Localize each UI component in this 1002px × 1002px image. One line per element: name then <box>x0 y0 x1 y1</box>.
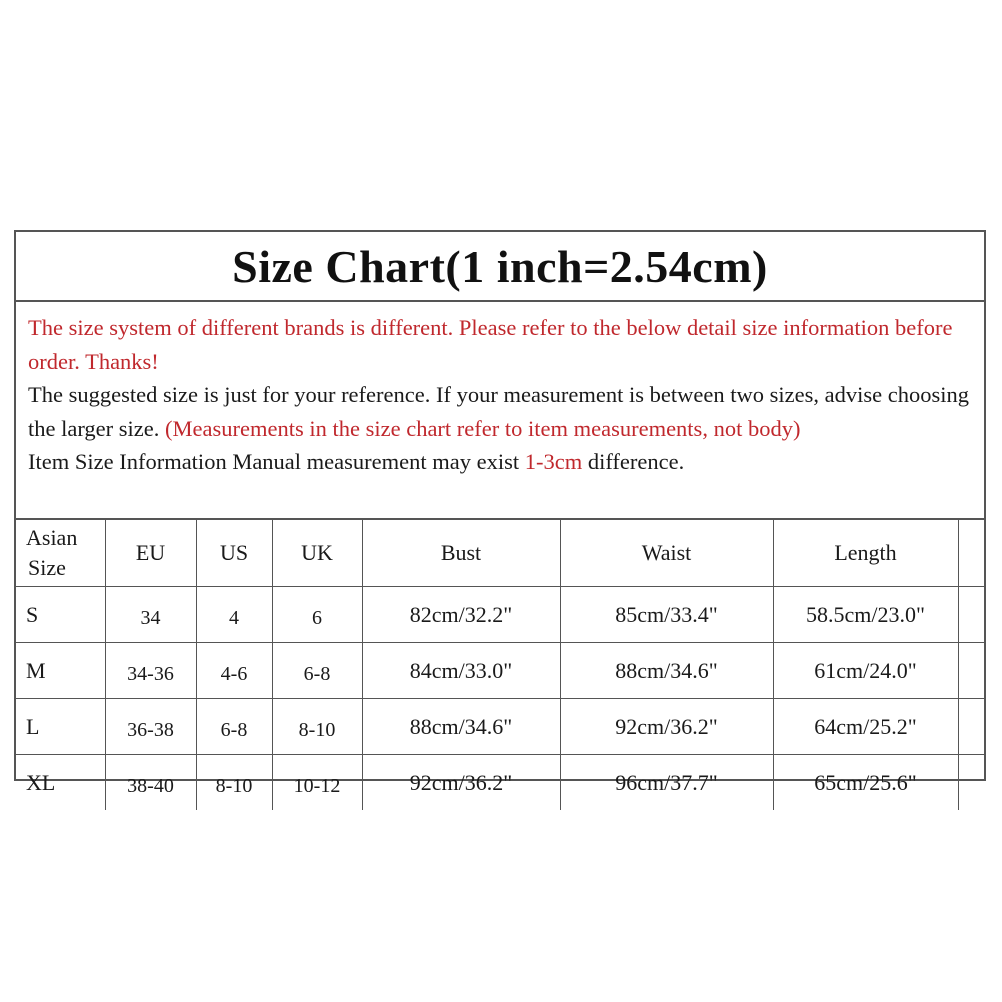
cell-eu: 34-36 <box>105 643 196 699</box>
note-brand-sizes-text: The size system of different brands is different. Please refer to the below detail size information before order. Thanks! <box>28 315 953 374</box>
cell-us: 4-6 <box>196 643 272 699</box>
table-row <box>16 587 986 643</box>
header-asian-size <box>16 520 105 587</box>
cell-us: 8-10 <box>196 755 272 811</box>
header-eu: EU <box>105 520 196 587</box>
cell-waist: 92cm/36.2" <box>560 699 773 755</box>
cell-length: 64cm/25.2" <box>773 699 958 755</box>
header-waist: Waist <box>560 520 773 587</box>
size-table <box>16 520 986 810</box>
cell-us: 6-8 <box>196 699 272 755</box>
table-row <box>16 755 986 811</box>
table-row <box>16 699 986 755</box>
note-item-measurements: (Measurements in the size chart refer to item measurements, not body) <box>165 415 801 441</box>
header-bust: Bust <box>362 520 560 587</box>
size-notes <box>16 302 984 520</box>
cell-us: 4 <box>196 587 272 643</box>
cell-empty <box>958 587 986 643</box>
cell-length: 58.5cm/23.0" <box>773 587 958 643</box>
note-suggested-size-text: The suggested size is just for your reference. If your measurement is between two sizes, advise choosing the larger size. <box>28 382 969 441</box>
header-length: Length <box>773 520 958 587</box>
cell-waist: 88cm/34.6" <box>560 643 773 699</box>
cell-empty <box>958 699 986 755</box>
note-manual-post: difference. <box>587 449 685 474</box>
note-manual-measurement <box>28 445 972 479</box>
chart-title: Size Chart(1 inch=2.54cm) <box>232 240 768 292</box>
title-row <box>16 232 984 302</box>
cell-bust: 92cm/36.2" <box>362 755 560 811</box>
cell-size: XL <box>16 755 105 811</box>
cell-bust: 88cm/34.6" <box>362 699 560 755</box>
cell-length: 61cm/24.0" <box>773 643 958 699</box>
cell-size: L <box>16 699 105 755</box>
cell-size: M <box>16 643 105 699</box>
cell-uk: 6 <box>272 587 362 643</box>
note-manual-tolerance: 1-3cm <box>524 449 583 474</box>
cell-eu: 34 <box>105 587 196 643</box>
cell-length: 65cm/25.6" <box>773 755 958 811</box>
header-us: US <box>196 520 272 587</box>
header-empty <box>958 520 986 587</box>
cell-empty <box>958 755 986 811</box>
cell-size: S <box>16 587 105 643</box>
cell-eu: 38-40 <box>105 755 196 811</box>
table-row <box>16 643 986 699</box>
cell-waist: 85cm/33.4" <box>560 587 773 643</box>
cell-waist: 96cm/37.7" <box>560 755 773 811</box>
cell-empty <box>958 643 986 699</box>
cell-bust: 84cm/33.0" <box>362 643 560 699</box>
size-chart <box>14 230 986 797</box>
note-manual-pre: Item Size Information Manual measurement may exist <box>28 449 520 474</box>
cell-eu: 36-38 <box>105 699 196 755</box>
header-uk: UK <box>272 520 362 587</box>
header-asian-size-line1: Asian <box>26 525 78 550</box>
cell-uk: 10-12 <box>272 755 362 811</box>
header-asian-size-line2: Size <box>28 555 66 580</box>
cell-uk: 6-8 <box>272 643 362 699</box>
cell-bust: 82cm/32.2" <box>362 587 560 643</box>
table-header-row <box>16 520 986 587</box>
note-brand-sizes <box>28 311 972 378</box>
cell-uk: 8-10 <box>272 699 362 755</box>
note-suggested-size <box>28 378 972 445</box>
